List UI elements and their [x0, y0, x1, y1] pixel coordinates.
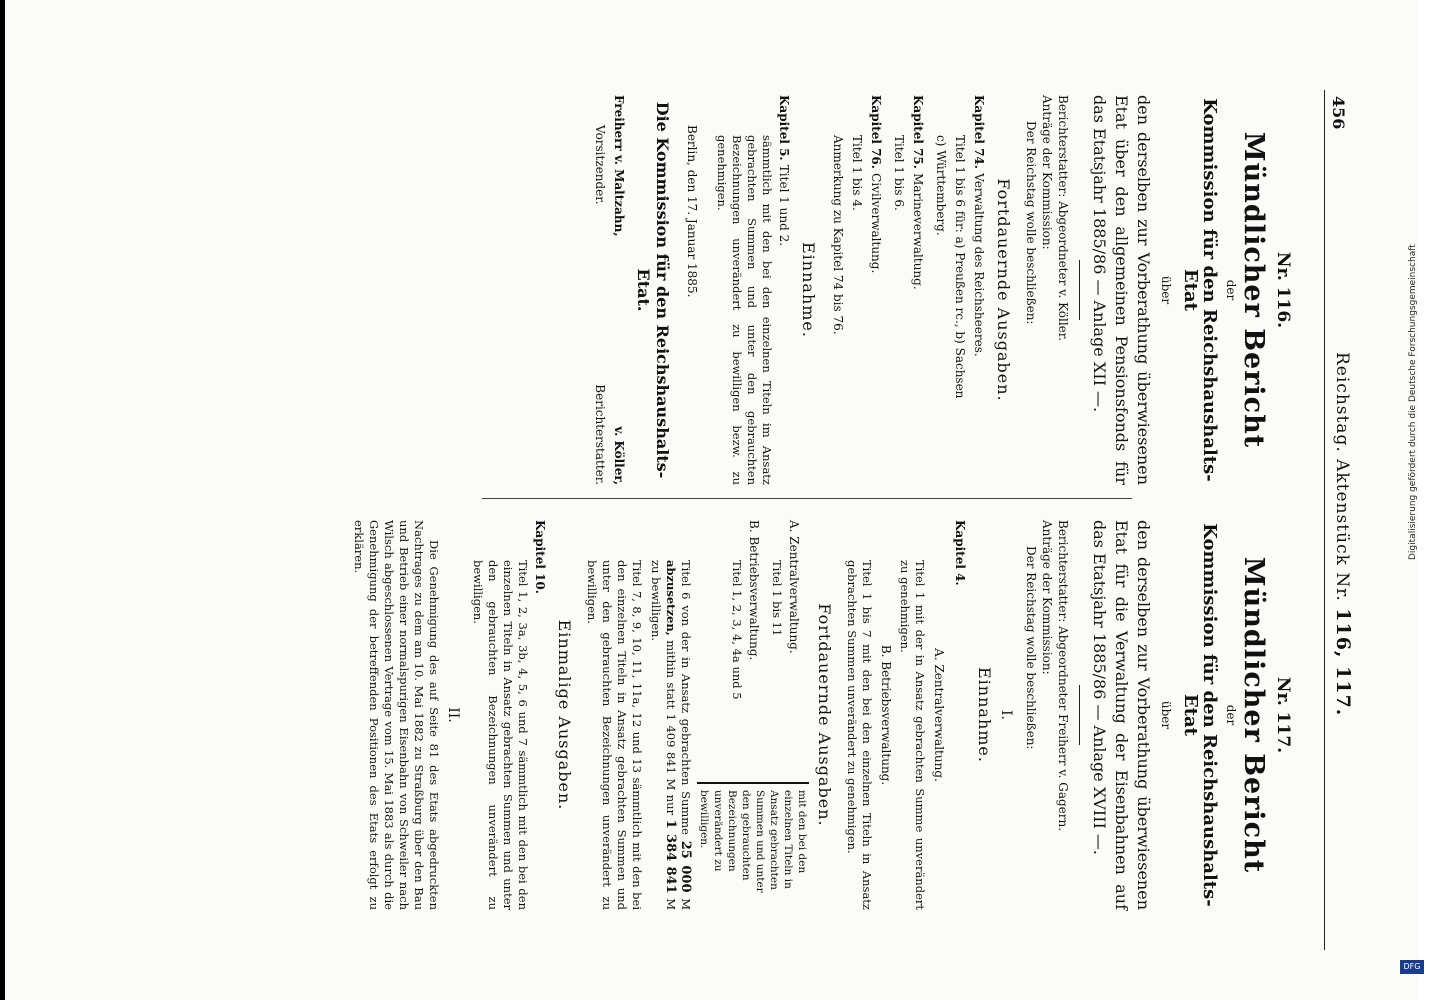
- kapitel-74-titel: Titel 1 bis 6 für: a) Preußen rc., b) Sachsen: [953, 135, 967, 399]
- short-rule: [1079, 685, 1080, 745]
- kapitel-74-text: Verwaltung des Reichsheeres.: [972, 173, 986, 357]
- b-titel: Titel 1, 2, 3, 4, 4a und 5: [730, 560, 744, 700]
- reichstag-resolve: Der Reichstag wolle beschließen:: [1024, 121, 1038, 325]
- rapporteur-role: Berichterstatter.: [593, 384, 607, 485]
- dfg-logo: DFG: [1400, 960, 1424, 974]
- kapitel-10: Kapitel 10.: [533, 520, 547, 594]
- titel-6-text: Titel 6 von der in Ansatz gebrachten Summe: [679, 560, 693, 835]
- running-head-prefix: Reichstag. Aktenstück Nr.: [1332, 352, 1352, 602]
- report-number: Nr. 116.: [1273, 251, 1293, 329]
- page-top-margin: [1418, 0, 1432, 1000]
- part-roman-1: I.: [998, 710, 1014, 720]
- kapitel-75-text: Marineverwaltung.: [911, 173, 925, 290]
- expense-brace-group: [697, 520, 809, 910]
- report-date: Berlin, den 17. Januar 1885.: [685, 125, 699, 298]
- report-subject: den derselben zur Vorberathung überwiesenen Etat über den allgemeinen Pensionsfonds für das Etatsjahr 1885/86 — Anlage XII —.: [1090, 95, 1153, 485]
- report-title: Mündlicher Bericht: [1238, 131, 1269, 449]
- mark-2: M: [664, 778, 678, 791]
- kapitel-74-label: Kapitel 74.: [972, 95, 986, 169]
- running-head: [1332, 352, 1354, 716]
- rapporteur: Berichterstatter: Abgeordneter v. Köller.: [1056, 95, 1070, 342]
- section-revenue: Einnahme.: [799, 242, 818, 338]
- kap4-titel-1-7: Titel 1 bis 7 mit den bei den einzelnen Titeln in Ansatz gebrachten Summen unverändert zu genehmigen.: [845, 560, 874, 910]
- report-title: Mündlicher Bericht: [1238, 556, 1269, 874]
- kapitel-5: [774, 95, 793, 485]
- kap4-zentral-heading: A. Zentralverwaltung.: [932, 648, 946, 782]
- mithin-statt: mithin statt: [664, 640, 678, 710]
- zu-bewilligen: zu bewilligen.: [649, 560, 663, 642]
- titel-6-reduction: [648, 520, 693, 910]
- kapitel-75-titel: Titel 1 bis 6.: [892, 135, 906, 211]
- closing-commission: Die Kommission für den Reichshaushalts-Etat.: [634, 101, 672, 479]
- kapitel-76-note: Anmerkung zu Kapitel 74 bis 76.: [831, 135, 845, 335]
- commission-name: Kommission für den Reichshaushalts-Etat: [1180, 523, 1220, 907]
- der-word: der: [1224, 704, 1238, 726]
- rapporteur-name: v. Köller,: [612, 426, 626, 485]
- section-recurring-expenses: Fortdauernde Ausgaben.: [994, 178, 1013, 402]
- chair-role: Vorsitzender.: [593, 125, 607, 205]
- part-roman-2: II.: [445, 707, 461, 723]
- amount-1384841: 1 384 841: [663, 819, 678, 894]
- ueber-word: über: [1159, 275, 1173, 305]
- part-2-text: Die Genehmigung des auf Seite 81 des Etats abgedruckten Nachtrages zu dem am 10. Mai 1882 zu Straßburg über den Bau und Betrieb einer normalspurigen Eisenbahn von Schweiler nach Wilsch abgeschlossenen Vertrage vom 15. Mai 1883 als durch die Genehmigung der betreffenden Positionen des Etats erfolgt zu erklären.: [352, 520, 441, 910]
- signatures: [590, 95, 628, 485]
- kapitel-76-titel: Titel 1 bis 4.: [850, 135, 864, 211]
- amount-1409841: 1 409 841: [664, 713, 678, 774]
- der-word: der: [1224, 279, 1238, 301]
- kap4-betrieb-heading: B. Betriebsverwaltung.: [879, 644, 893, 786]
- header-rule: [1324, 90, 1325, 950]
- abzusetzen: abzusetzen,: [664, 560, 678, 636]
- kapitel-4: Kapitel 4.: [953, 520, 967, 586]
- mark-1: M: [679, 898, 693, 910]
- brace-note: mit den bei den einzelnen Titeln in Ansatz gebrachten Summen und unter den gebrauchten Bezeichnungen unverändert zu bewilligen.: [697, 782, 809, 910]
- kapitel-75: [908, 95, 927, 485]
- digitization-credit: Digitalisierung gefördert durch die Deutsche Forschungsgemeinschaft: [1408, 244, 1418, 560]
- kapitel-5-body: sämmtlich mit den bei den einzelnen Titeln im Ansatz gebrachten Summen und unter den gebrauchten Bezeichnungen unverändert zu bewilligen bezw. zu genehmigen.: [715, 135, 774, 485]
- signature-chair: [590, 95, 628, 237]
- report-subject: den derselben zur Vorberathung überwiesenen Etat für die Verwaltung der Eisenbahnen auf das Etatsjahr 1885/86 — Anlage XVIII —.: [1090, 520, 1153, 910]
- kapitel-74: [969, 95, 988, 485]
- a-zentral-label: A. Zentralverwaltung.: [787, 520, 801, 654]
- kap4-titel-1: Titel 1 mit der in Ansatz gebrachten Summe unverändert zu genehmigen.: [898, 560, 927, 910]
- motions-label: Anträge der Kommission:: [1040, 520, 1054, 675]
- kapitel-76: [866, 95, 885, 485]
- rapporteur: Berichterstatter: Abgeordneter Freiherr v. Gagern.: [1056, 520, 1070, 832]
- kapitel-74-c: c) Württemberg.: [934, 135, 948, 236]
- kapitel-10-text: Titel 1, 2, 3a, 3b, 4, 5, 6 und 7 sämmtlich mit den bei den einzelnen Titeln in Ansatz gebrachten Summen und unter den gebrauchten Bezeichnungen unverändert zu bewilligen.: [471, 560, 530, 910]
- reichstag-resolve: Der Reichstag wolle beschließen:: [1024, 546, 1038, 750]
- ueber-word: über: [1159, 700, 1173, 730]
- b-betrieb-label: B. Betriebsverwaltung.: [747, 520, 761, 661]
- titel-7-13: Titel 7, 8, 9, 10, 11, 11a, 12 und 13 sämmtlich mit den bei den einzelnen Titeln in Ansatz gebrachten Summen und unter den gebrauchten Bezeichnungen unverändert zu bewilligen.: [585, 560, 644, 910]
- motions-label: Anträge der Kommission:: [1040, 95, 1054, 250]
- kapitel-75-label: Kapitel 75.: [911, 95, 925, 169]
- signature-rapporteur: [590, 384, 628, 485]
- chair-name: Freiherr v. Maltzahn,: [612, 95, 626, 237]
- column-nr-116: [590, 95, 1292, 485]
- a-titel: Titel 1 bis 11: [770, 560, 784, 637]
- brace-left: [697, 520, 809, 782]
- kapitel-76-label: Kapitel 76.: [869, 95, 883, 169]
- column-nr-117: [351, 520, 1292, 910]
- mark-3: M: [664, 898, 678, 911]
- kapitel-5-text: Titel 1 und 2.: [777, 164, 791, 247]
- section-revenue: Einnahme.: [975, 667, 994, 763]
- report-number: Nr. 117.: [1273, 676, 1293, 754]
- kapitel-5-label: Kapitel 5.: [777, 95, 791, 161]
- section-one-time-expenses: Einmalige Ausgaben.: [555, 619, 574, 811]
- commission-name: Kommission für den Reichshaushalts-Etat: [1180, 98, 1220, 482]
- section-recurring-expenses: Fortdauernde Ausgaben.: [815, 603, 834, 827]
- column-divider: [482, 498, 1132, 499]
- nur-word: nur: [664, 794, 678, 816]
- page-bottom-edge: [0, 0, 5, 1000]
- running-head-numbers: 116, 117.: [1332, 608, 1354, 717]
- amount-25000: 25 000: [678, 840, 693, 893]
- page-number: 456: [1329, 96, 1348, 130]
- short-rule: [1079, 260, 1080, 320]
- kapitel-76-text: Civilverwaltung.: [869, 173, 883, 274]
